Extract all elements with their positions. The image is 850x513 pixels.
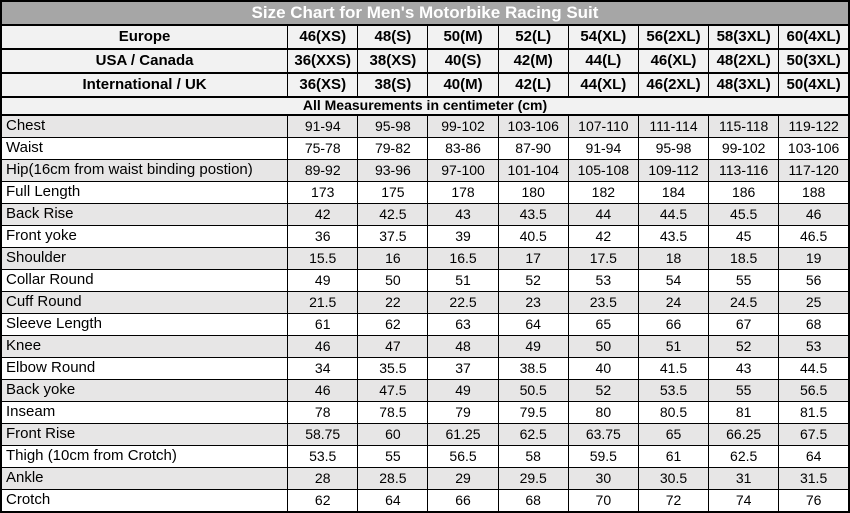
measurement-row-collar-round (1, 270, 849, 292)
measurement-value: 22 (358, 292, 428, 314)
size-row-europe (1, 25, 849, 49)
measurement-value: 30.5 (638, 468, 708, 490)
size-value: 36(XS) (288, 73, 358, 97)
region-label: International / UK (1, 73, 288, 97)
measurement-value: 65 (568, 314, 638, 336)
measurement-value: 89-92 (288, 160, 358, 182)
measurement-value: 21.5 (288, 292, 358, 314)
measurement-value: 15.5 (288, 248, 358, 270)
measurement-value: 52 (709, 336, 779, 358)
measurement-value: 48 (428, 336, 498, 358)
measurement-value: 78 (288, 402, 358, 424)
measurement-row-hip-16cm-from-waist-binding-postion (1, 160, 849, 182)
measurement-value: 41.5 (638, 358, 708, 380)
size-row-international-uk (1, 73, 849, 97)
measurement-value: 51 (638, 336, 708, 358)
measurement-value: 62 (288, 490, 358, 513)
measurement-value: 16.5 (428, 248, 498, 270)
size-value: 48(2XL) (709, 49, 779, 73)
measurement-value: 61 (288, 314, 358, 336)
measurement-label: Crotch (1, 490, 288, 513)
measurement-value: 95-98 (638, 138, 708, 160)
measurement-value: 74 (709, 490, 779, 513)
measurement-value: 22.5 (428, 292, 498, 314)
measurement-value: 64 (779, 446, 849, 468)
measurement-row-knee (1, 336, 849, 358)
measurement-row-ankle (1, 468, 849, 490)
measurement-value: 43.5 (638, 226, 708, 248)
measurement-value: 79 (428, 402, 498, 424)
measurement-label: Front yoke (1, 226, 288, 248)
size-value: 54(XL) (568, 25, 638, 49)
size-value: 42(M) (498, 49, 568, 73)
measurement-value: 17.5 (568, 248, 638, 270)
size-value: 50(4XL) (779, 73, 849, 97)
measurement-label: Sleeve Length (1, 314, 288, 336)
measurement-row-front-yoke (1, 226, 849, 248)
measurement-value: 117-120 (779, 160, 849, 182)
measurement-label: Elbow Round (1, 358, 288, 380)
size-value: 40(S) (428, 49, 498, 73)
measurement-value: 37.5 (358, 226, 428, 248)
measurement-label: Thigh (10cm from Crotch) (1, 446, 288, 468)
measurement-label: Full Length (1, 182, 288, 204)
measurement-row-full-length (1, 182, 849, 204)
measurement-value: 53 (779, 336, 849, 358)
measurement-row-back-rise (1, 204, 849, 226)
measurement-value: 55 (709, 380, 779, 402)
size-value: 42(L) (498, 73, 568, 97)
measurement-value: 51 (428, 270, 498, 292)
measurement-value: 178 (428, 182, 498, 204)
measurement-value: 47 (358, 336, 428, 358)
measurement-value: 19 (779, 248, 849, 270)
measurement-row-sleeve-length (1, 314, 849, 336)
measurement-value: 87-90 (498, 138, 568, 160)
measurement-row-thigh-10cm-from-crotch (1, 446, 849, 468)
measurement-value: 31.5 (779, 468, 849, 490)
measurement-value: 173 (288, 182, 358, 204)
measurement-value: 63 (428, 314, 498, 336)
measurement-value: 45 (709, 226, 779, 248)
measurement-value: 28.5 (358, 468, 428, 490)
region-label: USA / Canada (1, 49, 288, 73)
measurement-value: 24 (638, 292, 708, 314)
measurement-value: 49 (288, 270, 358, 292)
size-value: 50(M) (428, 25, 498, 49)
measurement-value: 56.5 (779, 380, 849, 402)
measurement-value: 70 (568, 490, 638, 513)
measurement-value: 45.5 (709, 204, 779, 226)
measurement-row-cuff-round (1, 292, 849, 314)
measurement-value: 53.5 (288, 446, 358, 468)
measurement-value: 42 (288, 204, 358, 226)
measurement-value: 38.5 (498, 358, 568, 380)
measurement-value: 103-106 (779, 138, 849, 160)
measurement-value: 28 (288, 468, 358, 490)
measurement-value: 58.75 (288, 424, 358, 446)
measurement-value: 99-102 (709, 138, 779, 160)
measurement-value: 43 (709, 358, 779, 380)
measurement-value: 105-108 (568, 160, 638, 182)
measurement-value: 72 (638, 490, 708, 513)
chart-title: Size Chart for Men's Motorbike Racing Suit (1, 1, 849, 25)
measurement-value: 56.5 (428, 446, 498, 468)
size-value: 36(XXS) (288, 49, 358, 73)
measurement-value: 55 (358, 446, 428, 468)
measurement-label: Collar Round (1, 270, 288, 292)
units-note: All Measurements in centimeter (cm) (1, 97, 849, 115)
measurement-value: 109-112 (638, 160, 708, 182)
measurement-value: 40 (568, 358, 638, 380)
measurement-value: 52 (568, 380, 638, 402)
measurement-row-elbow-round (1, 358, 849, 380)
size-value: 38(XS) (358, 49, 428, 73)
measurement-value: 31 (709, 468, 779, 490)
measurement-value: 30 (568, 468, 638, 490)
measurement-value: 67.5 (779, 424, 849, 446)
measurement-value: 34 (288, 358, 358, 380)
measurement-value: 29.5 (498, 468, 568, 490)
size-value: 38(S) (358, 73, 428, 97)
size-value: 60(4XL) (779, 25, 849, 49)
measurement-label: Knee (1, 336, 288, 358)
measurement-value: 184 (638, 182, 708, 204)
size-value: 46(XL) (638, 49, 708, 73)
measurement-value: 56 (779, 270, 849, 292)
measurement-value: 60 (358, 424, 428, 446)
measurement-value: 44 (568, 204, 638, 226)
measurement-value: 103-106 (498, 115, 568, 138)
measurement-value: 115-118 (709, 115, 779, 138)
measurement-value: 53 (568, 270, 638, 292)
measurement-value: 43 (428, 204, 498, 226)
size-value: 56(2XL) (638, 25, 708, 49)
size-value: 46(2XL) (638, 73, 708, 97)
measurement-value: 113-116 (709, 160, 779, 182)
measurement-value: 80.5 (638, 402, 708, 424)
measurement-label: Inseam (1, 402, 288, 424)
measurement-row-back-yoke (1, 380, 849, 402)
measurement-value: 75-78 (288, 138, 358, 160)
measurement-value: 76 (779, 490, 849, 513)
measurement-value: 107-110 (568, 115, 638, 138)
measurement-label: Back yoke (1, 380, 288, 402)
measurement-value: 50.5 (498, 380, 568, 402)
measurement-label: Front Rise (1, 424, 288, 446)
size-row-usa-canada (1, 49, 849, 73)
measurement-value: 61 (638, 446, 708, 468)
measurement-value: 43.5 (498, 204, 568, 226)
measurement-value: 42.5 (358, 204, 428, 226)
measurement-value: 67 (709, 314, 779, 336)
measurement-label: Cuff Round (1, 292, 288, 314)
measurement-row-chest (1, 115, 849, 138)
size-chart-body (1, 1, 849, 512)
title-row (1, 1, 849, 25)
measurement-value: 35.5 (358, 358, 428, 380)
measurement-value: 23 (498, 292, 568, 314)
measurement-value: 61.25 (428, 424, 498, 446)
measurement-label: Ankle (1, 468, 288, 490)
measurement-value: 68 (498, 490, 568, 513)
size-value: 48(S) (358, 25, 428, 49)
measurement-value: 81.5 (779, 402, 849, 424)
measurement-label: Back Rise (1, 204, 288, 226)
measurement-value: 64 (358, 490, 428, 513)
size-value: 52(L) (498, 25, 568, 49)
size-value: 46(XS) (288, 25, 358, 49)
units-note-row (1, 97, 849, 115)
measurement-value: 44.5 (779, 358, 849, 380)
measurement-value: 62.5 (709, 446, 779, 468)
measurement-value: 66.25 (709, 424, 779, 446)
measurement-value: 50 (568, 336, 638, 358)
size-value: 40(M) (428, 73, 498, 97)
size-value: 44(XL) (568, 73, 638, 97)
measurement-value: 16 (358, 248, 428, 270)
measurement-value: 40.5 (498, 226, 568, 248)
measurement-row-shoulder (1, 248, 849, 270)
measurement-label: Shoulder (1, 248, 288, 270)
measurement-value: 65 (638, 424, 708, 446)
measurement-value: 18.5 (709, 248, 779, 270)
measurement-value: 186 (709, 182, 779, 204)
measurement-value: 37 (428, 358, 498, 380)
measurement-value: 47.5 (358, 380, 428, 402)
measurement-value: 62 (358, 314, 428, 336)
measurement-value: 59.5 (568, 446, 638, 468)
measurement-value: 79.5 (498, 402, 568, 424)
measurement-value: 66 (638, 314, 708, 336)
measurement-value: 83-86 (428, 138, 498, 160)
measurement-value: 58 (498, 446, 568, 468)
measurement-value: 50 (358, 270, 428, 292)
measurement-label: Waist (1, 138, 288, 160)
measurement-value: 44.5 (638, 204, 708, 226)
measurement-value: 91-94 (568, 138, 638, 160)
measurement-value: 46.5 (779, 226, 849, 248)
measurement-value: 62.5 (498, 424, 568, 446)
measurement-value: 42 (568, 226, 638, 248)
measurement-value: 182 (568, 182, 638, 204)
measurement-value: 46 (779, 204, 849, 226)
size-value: 44(L) (568, 49, 638, 73)
measurement-value: 180 (498, 182, 568, 204)
measurement-value: 78.5 (358, 402, 428, 424)
measurement-value: 49 (428, 380, 498, 402)
measurement-value: 81 (709, 402, 779, 424)
measurement-label: Chest (1, 115, 288, 138)
size-value: 50(3XL) (779, 49, 849, 73)
measurement-row-waist (1, 138, 849, 160)
measurement-value: 52 (498, 270, 568, 292)
measurement-row-front-rise (1, 424, 849, 446)
measurement-value: 111-114 (638, 115, 708, 138)
measurement-value: 55 (709, 270, 779, 292)
measurement-value: 64 (498, 314, 568, 336)
size-value: 48(3XL) (709, 73, 779, 97)
measurement-value: 17 (498, 248, 568, 270)
measurement-value: 91-94 (288, 115, 358, 138)
measurement-value: 188 (779, 182, 849, 204)
measurement-row-inseam (1, 402, 849, 424)
measurement-value: 46 (288, 380, 358, 402)
measurement-value: 36 (288, 226, 358, 248)
measurement-value: 24.5 (709, 292, 779, 314)
measurement-value: 101-104 (498, 160, 568, 182)
measurement-value: 53.5 (638, 380, 708, 402)
measurement-value: 80 (568, 402, 638, 424)
measurement-value: 93-96 (358, 160, 428, 182)
measurement-value: 119-122 (779, 115, 849, 138)
measurement-value: 66 (428, 490, 498, 513)
measurement-value: 97-100 (428, 160, 498, 182)
measurement-value: 46 (288, 336, 358, 358)
region-label: Europe (1, 25, 288, 49)
measurement-value: 99-102 (428, 115, 498, 138)
measurement-value: 175 (358, 182, 428, 204)
measurement-value: 39 (428, 226, 498, 248)
measurement-label: Hip(16cm from waist binding postion) (1, 160, 288, 182)
size-value: 58(3XL) (709, 25, 779, 49)
measurement-value: 68 (779, 314, 849, 336)
measurement-value: 54 (638, 270, 708, 292)
measurement-value: 49 (498, 336, 568, 358)
measurement-value: 18 (638, 248, 708, 270)
measurement-value: 25 (779, 292, 849, 314)
measurement-value: 79-82 (358, 138, 428, 160)
measurement-value: 63.75 (568, 424, 638, 446)
measurement-value: 23.5 (568, 292, 638, 314)
measurement-value: 95-98 (358, 115, 428, 138)
measurement-value: 29 (428, 468, 498, 490)
